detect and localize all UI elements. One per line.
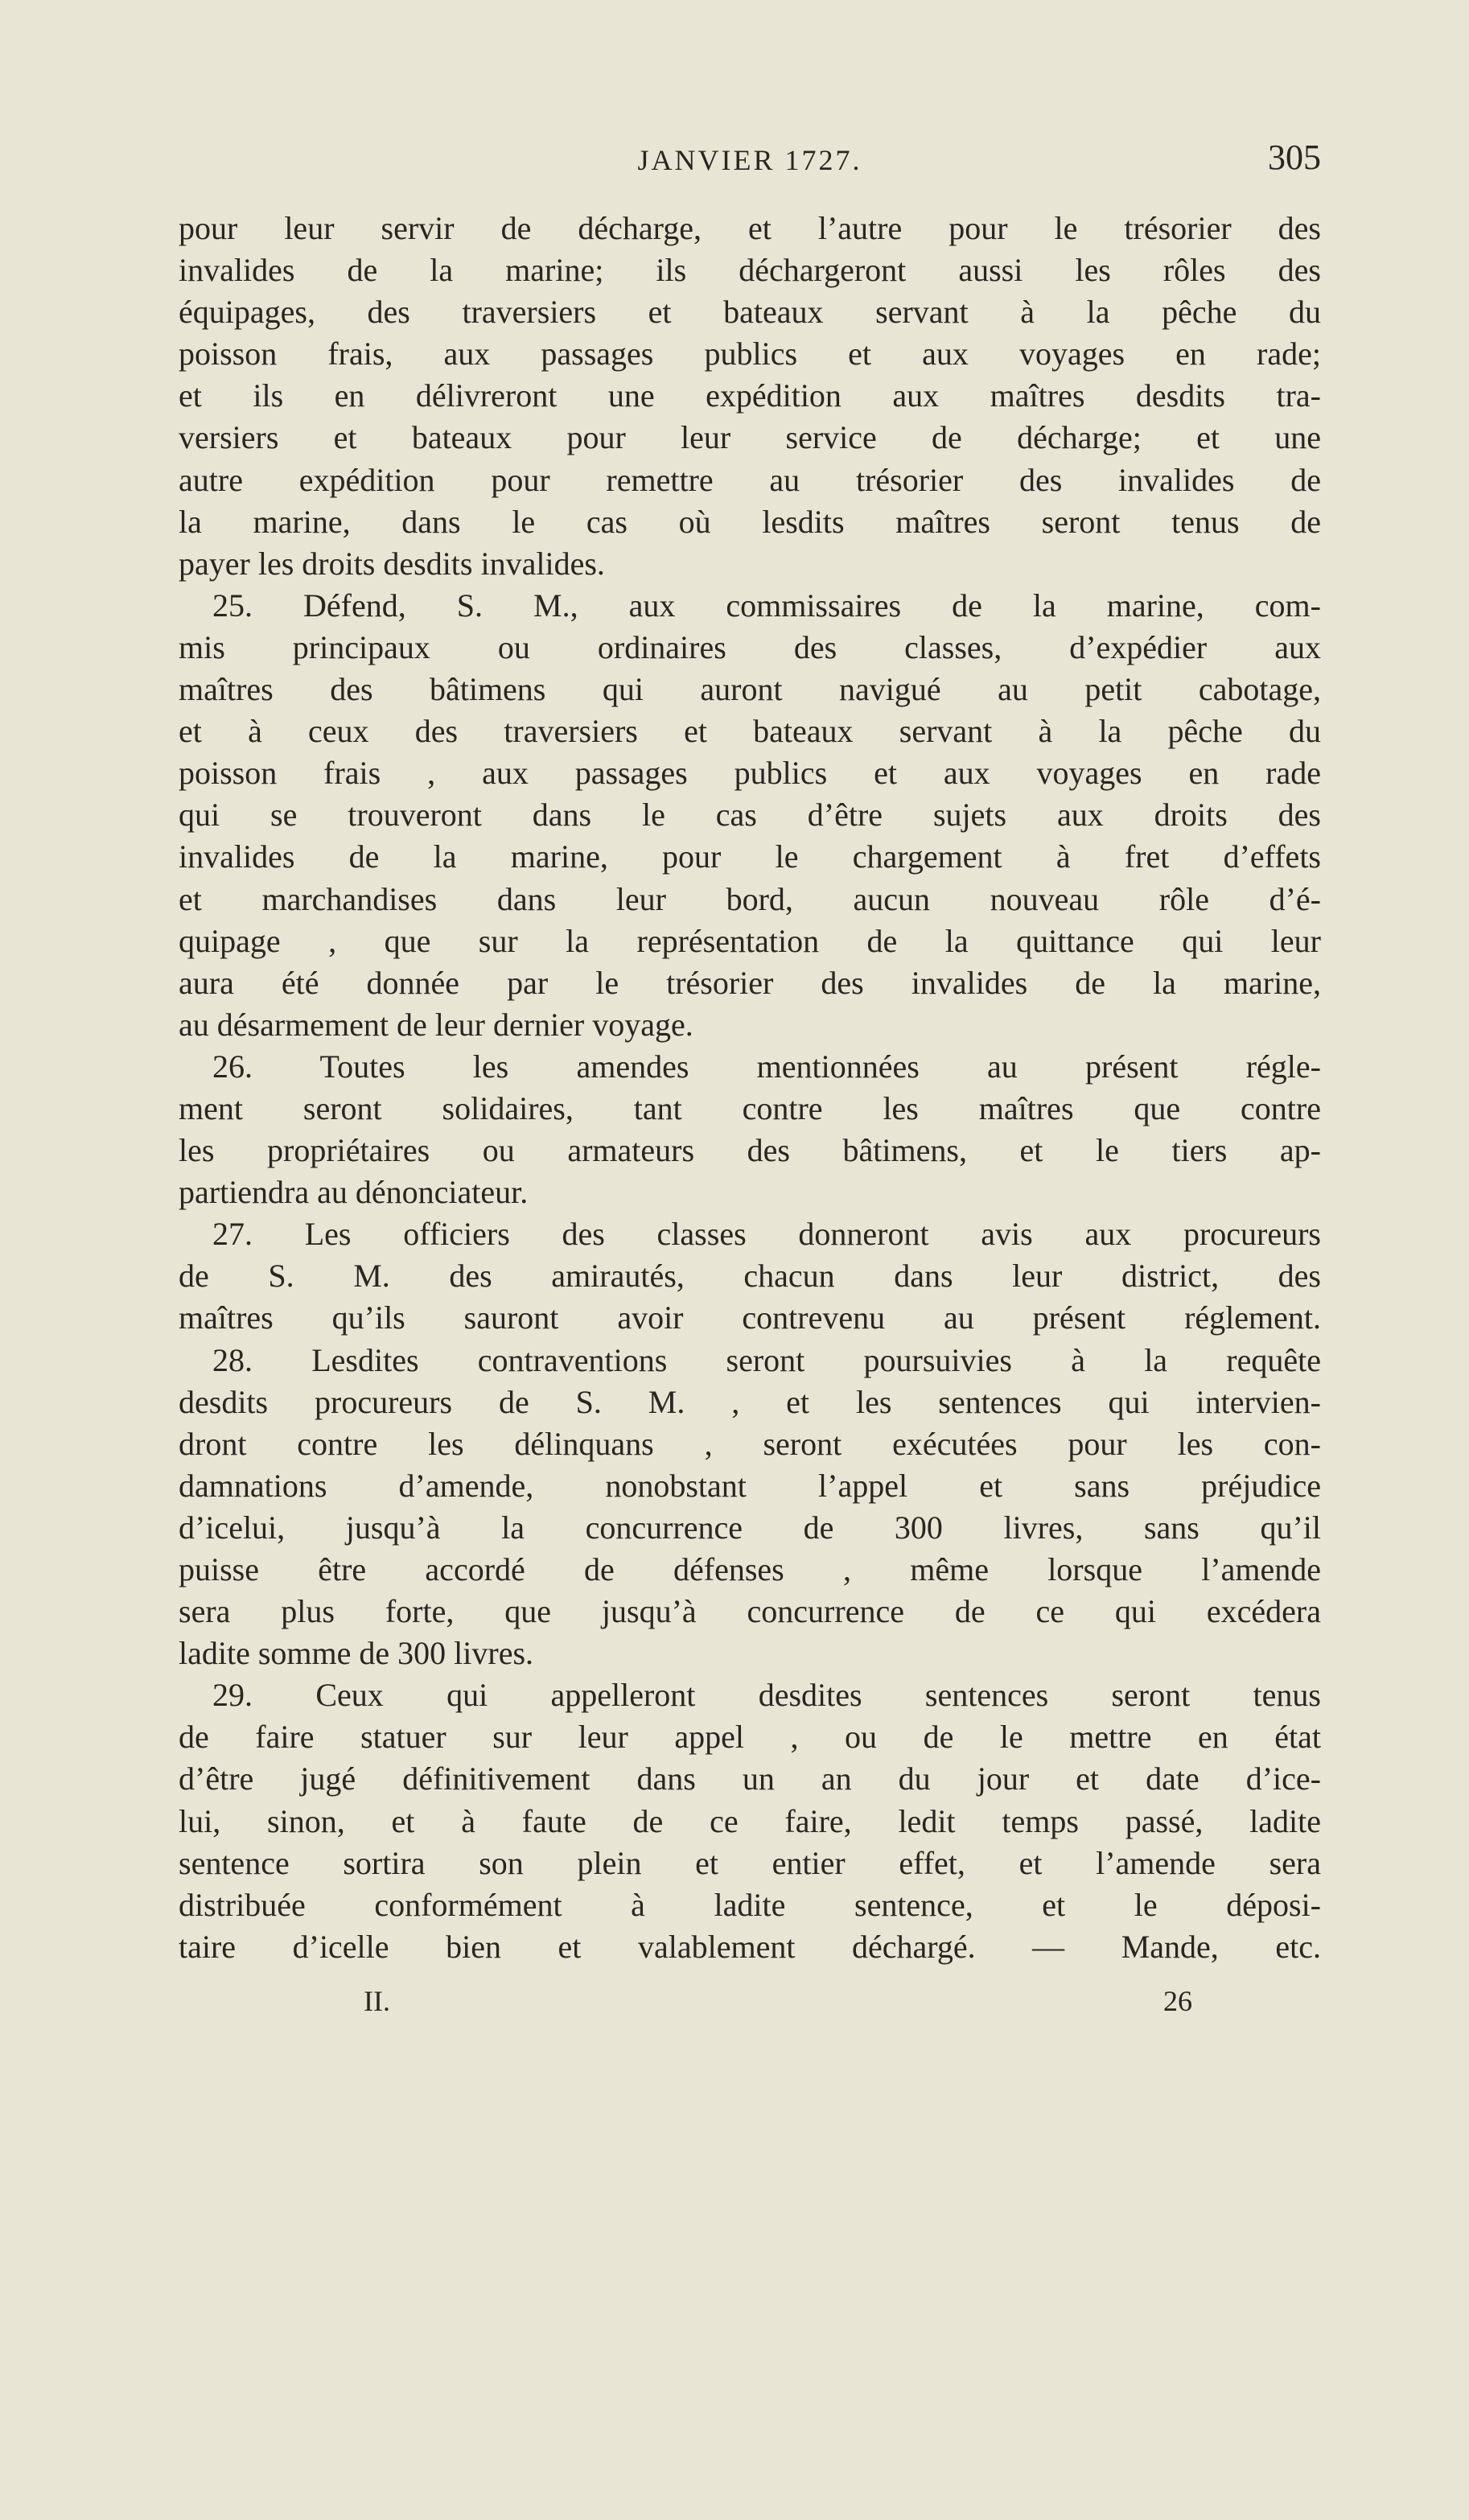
gathering-signature: 26 [1163,1985,1192,2017]
text-line: autre expédition pour remettre au trésorier des invalides de [179,461,1321,498]
page-footer [179,1984,1321,2029]
text-line: d’icelui, jusqu’à la concurrence de 300 livres, sans qu’il [179,1509,1321,1546]
text-line: ladite somme de 300 livres. [179,1635,534,1672]
text-line: et à ceux des traversiers et bateaux servant à la pêche du [179,713,1321,750]
text-line: invalides de la marine, pour le chargement à fret d’effets [179,838,1321,875]
text-line: taire d’icelle bien et valablement déchargé. — Mande, etc. [179,1928,1321,1965]
text-line: 26. Toutes les amendes mentionnées au présent régle- [212,1048,1321,1085]
text-line: damnations d’amende, nonobstant l’appel et sans préjudice [179,1467,1321,1504]
text-line: invalides de la marine; ils déchargeront aussi les rôles des [179,252,1321,289]
text-line: sera plus forte, que jusqu’à concurrence de ce qui excédera [179,1593,1321,1630]
text-line: payer les droits desdits invalides. [179,545,605,582]
text-line: versiers et bateaux pour leur service de décharge; et une [179,419,1321,456]
text-line: sentence sortira son plein et entier effet, et l’amende sera [179,1844,1321,1881]
text-line: maîtres des bâtimens qui auront navigué au petit cabotage, [179,671,1321,708]
text-line: puisse être accordé de défenses , même lorsque l’amende [179,1551,1321,1587]
page-number: 305 [1268,138,1321,177]
body-text [179,208,1321,1968]
text-line: lui, sinon, et à faute de ce faire, ledit temps passé, ladite [179,1802,1321,1839]
running-title: JANVIER 1727. [637,144,862,176]
text-line: 29. Ceux qui appelleront desdites sentences seront tenus [212,1677,1321,1714]
text-line: poisson frais, aux passages publics et aux voyages en rade; [179,336,1321,373]
text-line: desdits procureurs de S. M. , et les sentences qui intervien- [179,1383,1321,1420]
text-line: la marine, dans le cas où lesdits maîtres seront tenus de [179,503,1321,540]
text-line: 25. Défend, S. M., aux commissaires de la marine, com- [212,587,1321,624]
text-line: dront contre les délinquans , seront exécutées pour les con- [179,1425,1321,1462]
text-line: maîtres qu’ils sauront avoir contrevenu au présent réglement. [179,1299,1321,1336]
text-line: mis principaux ou ordinaires des classes, d’expédier aux [179,628,1321,665]
text-line: 28. Lesdites contraventions seront poursuivies à la requête [212,1341,1321,1378]
text-line: d’être jugé définitivement dans un an du jour et date d’ice- [179,1760,1321,1797]
text-line: 27. Les officiers des classes donneront avis aux procureurs [212,1216,1321,1253]
text-line: de S. M. des amirautés, chacun dans leur district, des [179,1258,1321,1295]
text-line: distribuée conformément à ladite sentence, et le déposi- [179,1886,1321,1923]
text-line: et marchandises dans leur bord, aucun nouveau rôle d’é- [179,880,1321,917]
text-line: poisson frais , aux passages publics et aux voyages en rade [179,755,1321,792]
text-line: équipages, des traversiers et bateaux servant à la pêche du [179,294,1321,331]
text-line: quipage , que sur la représentation de la quittance qui leur [179,922,1321,959]
volume-signature: II. [364,1985,390,2017]
text-line: aura été donnée par le trésorier des invalides de la marine, [179,964,1321,1001]
text-line: qui se trouveront dans le cas d’être sujets aux droits des [179,797,1321,834]
text-line: ment seront solidaires, tant contre les maîtres que contre [179,1089,1321,1126]
text-line: les propriétaires ou armateurs des bâtimens, et le tiers ap- [179,1132,1321,1169]
text-line: partiendra au dénonciateur. [179,1174,529,1211]
text-line: pour leur servir de décharge, et l’autre pour le trésorier des [179,210,1321,246]
text-line: et ils en délivreront une expédition aux maîtres desdits tra- [179,377,1321,414]
page-header [179,137,1321,182]
text-line: de faire statuer sur leur appel , ou de le mettre en état [179,1719,1321,1756]
text-line: au désarmement de leur dernier voyage. [179,1006,693,1043]
